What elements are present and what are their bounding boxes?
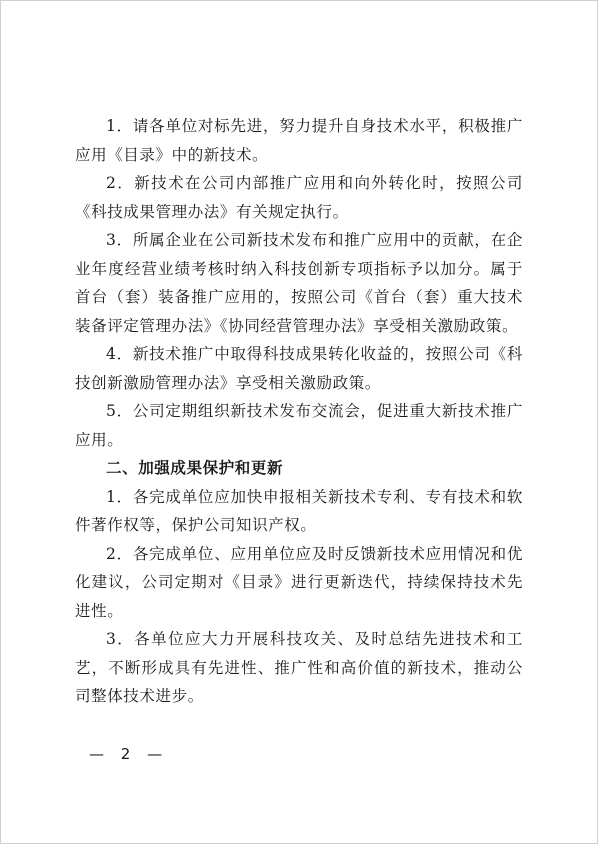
paragraph-catalog-update: 2．各完成单位、应用单位应及时反馈新技术应用情况和优化建议，公司定期对《目录》进行更新迭代，持续保持技术先进性。 — [75, 544, 523, 620]
paragraph-ip-protection: 1．各完成单位应加快申报相关新技术专利、专有技术和软件著作权等，保护公司知识产权。 — [75, 487, 523, 534]
section-heading: 二、加强成果保护和更新 — [106, 459, 284, 477]
paragraph-contribution-bonus: 3．所属企业在公司新技术发布和推广应用中的贡献，在企业年度经营业绩考核时纳入科技创新专项指标予以加分。属于首台（套）装备推广应用的，按照公司《首台（套）重大技术装备评定管理办法》《协同经营管理办法》享受相关激励政策。 — [75, 231, 523, 335]
document-body — [75, 112, 523, 711]
paragraph-release-meeting: 5．公司定期组织新技术发布交流会，促进重大新技术推广应用。 — [75, 402, 523, 449]
paragraph-conversion-income: 4．新技术推广中取得科技成果转化收益的，按照公司《科技创新激励管理办法》享受相关激励政策。 — [75, 345, 523, 392]
paragraph-internal-transfer: 2．新技术在公司内部推广应用和向外转化时，按照公司《科技成果管理办法》有关规定执行。 — [75, 174, 523, 221]
page-number: — 2 — — [89, 745, 169, 763]
paragraph-tech-progress: 3．各单位应大力开展科技攻关、及时总结先进技术和工艺，不断形成具有先进性、推广性和高价值的新技术，推动公司整体技术进步。 — [75, 630, 523, 705]
paragraph-adopt-advanced: 1．请各单位对标先进，努力提升自身技术水平，积极推广应用《目录》中的新技术。 — [75, 117, 523, 164]
